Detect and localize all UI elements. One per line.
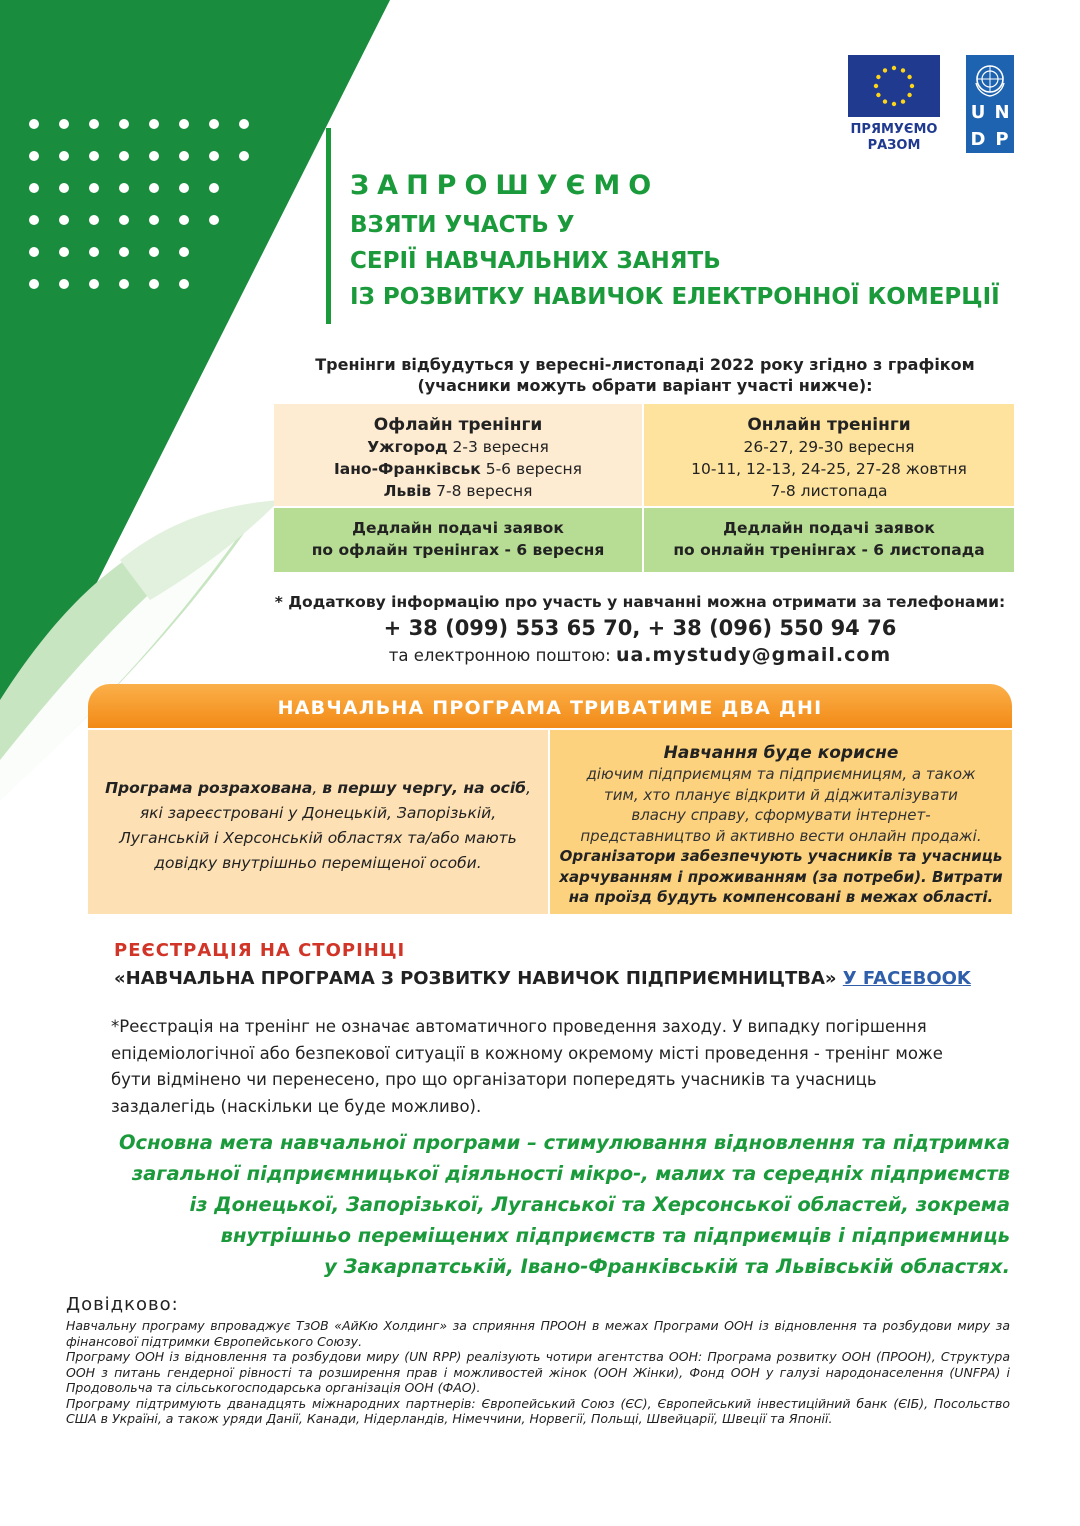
goal-line: внутрішньо переміщених підприємств та підприємців і підприємниць	[220, 1224, 1010, 1247]
program-target-line: Луганській і Херсонській областях та/або мають	[119, 829, 517, 847]
schedule-intro-line2: (учасники можуть обрати варіант участі нижче):	[417, 376, 873, 395]
disclaimer-line: *Реєстрація на тренінг не означає автоматичного проведення заходу. У випадку погіршення	[111, 1017, 927, 1036]
offline-row	[274, 458, 642, 480]
heading-line-1: ВЗЯТИ УЧАСТЬ У	[350, 212, 575, 238]
program-benefits-line: власну справу, сформувати інтернет-	[631, 806, 931, 824]
program-benefits-text	[554, 742, 1008, 908]
offline-trainings-cell	[274, 404, 642, 506]
program-benefits	[550, 730, 1012, 914]
training-schedule-table	[274, 404, 1014, 572]
program-organizer-line: харчуванням і проживанням (за потреби). Витрати	[559, 867, 1003, 886]
reference-title: Довідково:	[66, 1294, 179, 1315]
undp-letter-d: D	[970, 129, 986, 150]
program-target-bold2: в першу чергу, на осіб	[322, 779, 526, 797]
offline-dates: 5-6 вересня	[480, 460, 582, 478]
offline-title: Офлайн тренінги	[373, 415, 543, 435]
program-target-line: які зареєстровані у Донецькій, Запорізькій,	[139, 804, 497, 822]
program-benefits-line: тим, хто планує відкрити й діджиталізувати	[604, 785, 958, 804]
schedule-intro-line1: Тренінги відбудуться у вересні-листопаді 2022 року згідно з графіком	[315, 355, 975, 374]
offline-dates: 7-8 вересня	[431, 482, 533, 500]
eu-stars-icon	[848, 55, 940, 117]
email-prefix: та електронною поштою:	[388, 646, 616, 665]
phone-numbers[interactable]: + 38 (099) 553 65 70, + 38 (096) 550 94 76	[383, 616, 897, 640]
online-deadline-cell	[644, 508, 1014, 572]
program-benefits-line: представництво й активно вести онлайн продажі.	[580, 826, 982, 845]
eu-slogan	[838, 122, 950, 154]
undp-letter-p: P	[995, 129, 1009, 150]
registration-page-name: «НАВЧАЛЬНА ПРОГРАМА З РОЗВИТКУ НАВИЧОК ПІДПРИЄМНИЦТВА»	[114, 968, 837, 989]
disclaimer-line: бути відмінено чи перенесено, про що організатори попередять учасників та учасниць	[111, 1070, 877, 1089]
email-line	[240, 643, 1040, 668]
offline-deadline-line1: Дедлайн подачі заявок	[352, 519, 564, 537]
program-target-bold1: Програма розрахована	[105, 779, 313, 797]
registration-page	[114, 968, 971, 989]
offline-city: Львів	[383, 482, 432, 500]
heading-line-2: СЕРІЇ НАВЧАЛЬНИХ ЗАНЯТЬ	[350, 248, 721, 274]
program-benefits-line: діючим підприємцям та підприємницям, а також	[586, 765, 976, 783]
offline-deadline-line2: по офлайн тренінгах - 6 вересня	[311, 541, 605, 559]
online-title: Онлайн тренінги	[747, 415, 911, 435]
email-address[interactable]: ua.mystudy@gmail.com	[615, 644, 892, 666]
registration-disclaimer	[111, 1014, 1001, 1120]
offline-city: Іано-Франківськ	[333, 460, 481, 478]
program-target-text	[88, 776, 548, 876]
disclaimer-line: заздалегідь (наскільки це буде можливо).	[111, 1096, 482, 1116]
reference-paragraph: Програму підтримують дванадцять міжнародних партнерів: Європейський Союз (ЄС), Європейський інвестиційний банк (ЄІБ), Посольство США в Україні, а також уряди Данії, Канади, Нідерландів, Німеччини, Норвегії, Польщі, Швейцарії, Швеції та Японії.	[66, 1395, 1010, 1426]
online-deadline-line2: по онлайн тренінгах - 6 листопада	[673, 541, 985, 559]
undp-logo	[966, 55, 1014, 153]
online-deadline-line1: Дедлайн подачі заявок	[723, 519, 935, 537]
registration-title: РЕЄСТРАЦІЯ НА СТОРІНЦІ	[114, 940, 406, 961]
eu-flag-logo	[848, 55, 940, 117]
goal-line: у Закарпатській, Івано-Франківській та Львівській областях.	[324, 1255, 1010, 1278]
goal-line: із Донецької, Запорізької, Луганської та Херсонської областей, зокрема	[189, 1193, 1010, 1216]
contact-info-text: * Додаткову інформацію про участь у навчанні можна отримати за телефонами:	[274, 593, 1006, 611]
reference-paragraph: Навчальну програму впроваджує ТзОВ «АйКю Холдинг» за сприяння ПРООН в межах Програми ООН із відновлення та розбудови миру за фінансової підтримки Європейського Союзу.	[66, 1318, 1010, 1349]
program-goal	[60, 1127, 1010, 1282]
reference-paragraph: Програму ООН із відновлення та розбудови миру (UN RPP) реалізують чотири агентства ООН: Програма розвитку ООН (ПРООН), Структура ООН з питань гендерної рівності та розширення прав і можливостей жінок (ООН Жінки), Фонд ООН у галузі народонаселення (UNFPA) і Продовольча та сільськогосподарська організація ООН (ФАО).	[66, 1349, 1010, 1395]
online-trainings-cell	[644, 404, 1014, 506]
eu-slogan-line2: РАЗОМ	[867, 138, 921, 153]
offline-row	[274, 480, 642, 502]
offline-row	[274, 436, 642, 458]
online-row: 26-27, 29-30 вересня	[743, 438, 915, 456]
program-organizer-line: на проїзд будуть компенсовані в межах області.	[568, 888, 994, 906]
online-row: 10-11, 12-13, 24-25, 27-28 жовтня	[691, 460, 967, 478]
program-organizer-line: Організатори забезпечують учасників та учасниць	[559, 847, 1003, 865]
disclaimer-line: епідеміологічної або безпекової ситуації в кожному окремому місті проведення - тренінг може	[111, 1043, 943, 1063]
reference-text	[66, 1318, 1010, 1427]
goal-line: загальної підприємницької діяльності мікро-, малих та середніх підприємств	[131, 1162, 1010, 1185]
goal-line: Основна мета навчальної програми – стимулювання відновлення та підтримка	[118, 1131, 1010, 1154]
program-target-sep2: ,	[525, 779, 531, 797]
program-target-lead	[88, 776, 548, 801]
schedule-intro	[270, 354, 1020, 396]
offline-city: Ужгород	[367, 438, 448, 456]
online-row: 7-8 листопада	[770, 482, 888, 500]
offline-deadline-cell	[274, 508, 642, 572]
undp-letter-u: U	[970, 102, 986, 123]
program-target-audience	[88, 730, 548, 914]
offline-dates: 2-3 вересня	[447, 438, 549, 456]
program-benefits-title: Навчання буде корисне	[663, 743, 899, 763]
facebook-link[interactable]: У FACEBOOK	[842, 968, 971, 989]
program-target-line: довідку внутрішньо переміщеної особи.	[154, 854, 482, 872]
heading-line-3: ІЗ РОЗВИТКУ НАВИЧОК ЕЛЕКТРОННОЇ КОМЕРЦІЇ	[350, 284, 1000, 310]
program-duration-header: НАВЧАЛЬНА ПРОГРАМА ТРИВАТИМЕ ДВА ДНІ	[88, 684, 1012, 728]
heading-invite: ЗАПРОШУЄМО	[350, 170, 660, 201]
eu-slogan-line1: ПРЯМУЄМО	[850, 122, 938, 137]
un-emblem-icon	[970, 59, 1010, 99]
program-target-sep1: ,	[312, 779, 323, 797]
heading-accent-bar	[326, 128, 331, 324]
contact-info	[240, 591, 1040, 668]
undp-letter-n: N	[994, 102, 1010, 123]
